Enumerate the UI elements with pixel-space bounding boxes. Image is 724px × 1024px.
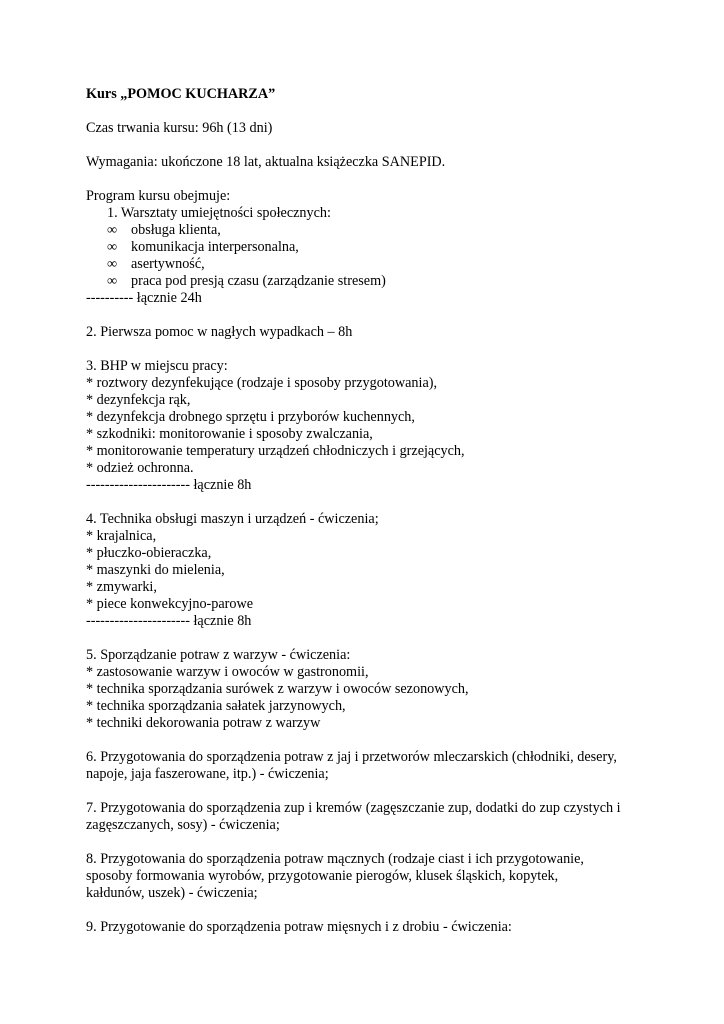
section8-line: kałdunów, uszek) - ćwiczenia;	[86, 885, 258, 901]
section6-line: 6. Przygotowania do sporządzenia potraw z jaj i przetworów mleczarskich (chłodniki, desery,	[86, 749, 617, 765]
section3-item: * odzież ochronna.	[86, 460, 194, 476]
section4-item: * piece konwekcyjno-parowe	[86, 596, 254, 612]
course-title: Kurs „POMOC KUCHARZA”	[86, 86, 276, 102]
section1-total: ---------- łącznie 24h	[86, 290, 202, 306]
section5-item: * techniki dekorowania potraw z warzyw	[86, 715, 321, 731]
infinity-bullet-icon: ∞	[107, 239, 118, 255]
program-intro: Program kursu obejmuje:	[86, 188, 231, 204]
section4-total: ---------------------- łącznie 8h	[86, 613, 252, 629]
section1-item: ∞ praca pod presją czasu (zarządzanie stresem)	[107, 273, 386, 289]
course-duration: Czas trwania kursu: 96h (13 dni)	[86, 120, 273, 136]
section2-heading: 2. Pierwsza pomoc w nagłych wypadkach – 8h	[86, 324, 353, 340]
section1-item: ∞ asertywność,	[107, 256, 205, 272]
section3-item: * dezynfekcja rąk,	[86, 392, 191, 408]
section5-item: * technika sporządzania sałatek jarzynowych,	[86, 698, 346, 714]
infinity-bullet-icon: ∞	[107, 273, 118, 289]
section6-line: napoje, jaja faszerowane, itp.) - ćwiczenia;	[86, 766, 329, 782]
section1-heading: 1. Warsztaty umiejętności społecznych:	[107, 205, 331, 221]
section9-heading: 9. Przygotowanie do sporządzenia potraw mięsnych i z drobiu - ćwiczenia:	[86, 919, 512, 935]
section3-item: * szkodniki: monitorowanie i sposoby zwalczania,	[86, 426, 373, 442]
infinity-bullet-icon: ∞	[107, 256, 118, 272]
section4-item: * zmywarki,	[86, 579, 157, 595]
section5-heading: 5. Sporządzanie potraw z warzyw - ćwiczenia:	[86, 647, 351, 663]
course-requirements: Wymagania: ukończone 18 lat, aktualna książeczka SANEPID.	[86, 154, 446, 170]
section3-item: * roztwory dezynfekujące (rodzaje i sposoby przygotowania),	[86, 375, 438, 391]
section5-item: * zastosowanie warzyw i owoców w gastronomii,	[86, 664, 369, 680]
section3-total: ---------------------- łącznie 8h	[86, 477, 252, 493]
section7-line: 7. Przygotowania do sporządzenia zup i kremów (zagęszczanie zup, dodatki do zup czystych i	[86, 800, 621, 816]
section4-item: * krajalnica,	[86, 528, 157, 544]
section3-heading: 3. BHP w miejscu pracy:	[86, 358, 228, 374]
section4-heading: 4. Technika obsługi maszyn i urządzeń - ćwiczenia;	[86, 511, 379, 527]
section4-item: * płuczko-obieraczka,	[86, 545, 212, 561]
document-body	[86, 86, 646, 936]
infinity-bullet-icon: ∞	[107, 222, 118, 238]
section5-item: * technika sporządzania surówek z warzyw i owoców sezonowych,	[86, 681, 469, 697]
section4-item: * maszynki do mielenia,	[86, 562, 225, 578]
section3-item: * dezynfekcja drobnego sprzętu i przyborów kuchennych,	[86, 409, 415, 425]
section7-line: zagęszczanych, sosy) - ćwiczenia;	[86, 817, 280, 833]
section1-item: ∞ komunikacja interpersonalna,	[107, 239, 299, 255]
section3-item: * monitorowanie temperatury urządzeń chłodniczych i grzejących,	[86, 443, 465, 459]
section1-item: ∞ obsługa klienta,	[107, 222, 221, 238]
section8-line: 8. Przygotowania do sporządzenia potraw mącznych (rodzaje ciast i ich przygotowanie,	[86, 851, 584, 867]
section8-line: sposoby formowania wyrobów, przygotowanie pierogów, klusek śląskich, kopytek,	[86, 868, 559, 884]
